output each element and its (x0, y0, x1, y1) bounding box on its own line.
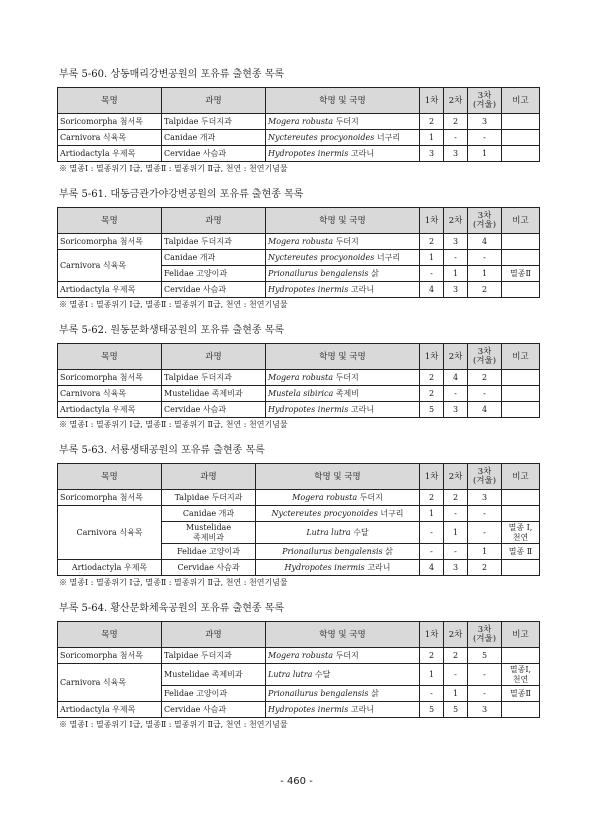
header-second: 2차 (444, 622, 468, 648)
section-5-64 (57, 602, 539, 730)
survey-3-cell: 1 (468, 146, 502, 162)
order-cell: Soricomorpha 첨서목 (58, 234, 162, 250)
species-cell: Mogera robusta 두더지 (266, 648, 420, 664)
species-cell: Lutra lutra 수달 (266, 664, 420, 686)
table-row (58, 490, 540, 506)
header-order: 목명 (58, 208, 162, 234)
header-third: 3차 (겨울) (468, 208, 502, 234)
header-second: 2차 (444, 88, 468, 114)
species-table (57, 621, 540, 718)
remarks-cell: 멸종Ⅱ (502, 266, 540, 282)
family-cell: Talpidae 두더지과 (162, 648, 266, 664)
species-cell: Nyctereutes procyonoides 너구리 (256, 506, 420, 522)
species-cell: Hydropotes inermis 고라니 (266, 402, 420, 418)
remarks-cell (502, 234, 540, 250)
family-cell: Cervidae 사슴과 (162, 402, 266, 418)
header-remarks: 비고 (502, 622, 540, 648)
survey-3-cell: - (468, 686, 502, 702)
header-family: 과명 (162, 208, 266, 234)
species-cell: Mogera robusta 두더지 (266, 370, 420, 386)
species-table (57, 343, 540, 418)
survey-2-cell: 3 (444, 560, 468, 576)
table-row (58, 560, 540, 576)
header-species: 학명 및 국명 (266, 344, 420, 370)
survey-3-cell: - (468, 250, 502, 266)
header-species: 학명 및 국명 (266, 88, 420, 114)
order-cell: Artiodactyla 우제목 (58, 282, 162, 298)
species-table (57, 463, 540, 576)
survey-2-cell: 3 (444, 234, 468, 250)
survey-1-cell: 1 (420, 506, 444, 522)
table-row (58, 702, 540, 718)
header-first: 1차 (420, 622, 444, 648)
table-row (58, 402, 540, 418)
legend-note: ※ 멸종Ⅰ : 멸종위기 Ⅰ급, 멸종Ⅱ : 멸종위기 Ⅱ급, 천연 : 천연기념물 (59, 300, 288, 309)
table-header-row (58, 464, 540, 490)
family-cell: Felidae 고양이과 (162, 686, 266, 702)
remarks-cell (502, 130, 540, 146)
family-cell: Cervidae 사슴과 (162, 702, 266, 718)
order-cell: Carnivora 식육목 (58, 250, 162, 282)
survey-1-cell: 1 (420, 130, 444, 146)
remarks-cell (502, 648, 540, 664)
survey-1-cell: 5 (420, 402, 444, 418)
species-table (57, 207, 540, 298)
survey-2-cell: - (444, 506, 468, 522)
table-row (58, 648, 540, 664)
remarks-cell (502, 402, 540, 418)
order-cell: Artiodactyla 우제목 (58, 702, 162, 718)
page-number: - 460 - (280, 776, 313, 787)
header-order: 목명 (58, 88, 162, 114)
species-cell: Hydropotes inermis 고라니 (266, 282, 420, 298)
header-third: 3차 (겨울) (468, 622, 502, 648)
survey-3-cell: - (468, 130, 502, 146)
survey-1-cell: - (420, 544, 444, 560)
survey-3-cell: 4 (468, 234, 502, 250)
header-first: 1차 (420, 344, 444, 370)
header-remarks: 비고 (502, 208, 540, 234)
header-second: 2차 (444, 344, 468, 370)
remarks-cell (502, 370, 540, 386)
header-family: 과명 (162, 464, 256, 490)
family-cell: Mustelidae 족제비과 (162, 522, 256, 544)
survey-2-cell: 3 (444, 146, 468, 162)
species-table (57, 87, 540, 162)
remarks-cell (502, 282, 540, 298)
order-cell: Artiodactyla 우제목 (58, 146, 162, 162)
remarks-cell (502, 702, 540, 718)
family-cell: Mustelidae 족제비과 (162, 386, 266, 402)
family-cell: Felidae 고양이과 (162, 544, 256, 560)
legend-note: ※ 멸종Ⅰ : 멸종위기 Ⅰ급, 멸종Ⅱ : 멸종위기 Ⅱ급, 천연 : 천연기념물 (59, 420, 288, 429)
section-5-60 (57, 68, 539, 174)
survey-2-cell: - (444, 130, 468, 146)
survey-2-cell: 5 (444, 702, 468, 718)
family-cell: Cervidae 사슴과 (162, 146, 266, 162)
order-cell: Carnivora 식육목 (58, 386, 162, 402)
remarks-cell (502, 490, 540, 506)
survey-3-cell: - (468, 522, 502, 544)
order-cell: Artiodactyla 우제목 (58, 402, 162, 418)
survey-3-cell: 3 (468, 490, 502, 506)
header-order: 목명 (58, 622, 162, 648)
species-cell: Nyctereutes procyonoides 너구리 (266, 250, 420, 266)
family-cell: Talpidae 두더지과 (162, 234, 266, 250)
survey-2-cell: - (444, 544, 468, 560)
header-first: 1차 (420, 88, 444, 114)
header-remarks: 비고 (502, 464, 540, 490)
survey-2-cell: - (444, 664, 468, 686)
survey-3-cell: 2 (468, 282, 502, 298)
order-cell: Artiodactyla 우제목 (58, 560, 162, 576)
family-cell: Cervidae 사슴과 (162, 560, 256, 576)
section-5-62 (57, 324, 539, 430)
table-row (58, 130, 540, 146)
survey-3-cell: 1 (468, 266, 502, 282)
survey-3-cell: - (468, 664, 502, 686)
species-cell: Prionailurus bengalensis 삵 (256, 544, 420, 560)
family-cell: Canidae 개과 (162, 250, 266, 266)
section-5-61 (57, 188, 539, 310)
remarks-cell (502, 146, 540, 162)
table-row (58, 234, 540, 250)
table-header-row (58, 622, 540, 648)
table-row (58, 370, 540, 386)
survey-2-cell: - (444, 250, 468, 266)
survey-1-cell: 1 (420, 664, 444, 686)
species-cell: Lutra lutra 수달 (256, 522, 420, 544)
header-third: 3차 (겨울) (468, 464, 502, 490)
species-cell: Mogera robusta 두더지 (266, 234, 420, 250)
table-row (58, 506, 540, 522)
survey-2-cell: 1 (444, 522, 468, 544)
document-page (57, 68, 539, 744)
survey-1-cell: 4 (420, 560, 444, 576)
table-row (58, 146, 540, 162)
remarks-cell (502, 506, 540, 522)
remarks-cell (502, 560, 540, 576)
survey-3-cell: - (468, 386, 502, 402)
family-cell: Mustelidae 족제비과 (162, 664, 266, 686)
survey-2-cell: - (444, 386, 468, 402)
header-family: 과명 (162, 622, 266, 648)
survey-1-cell: 3 (420, 146, 444, 162)
species-cell: Nyctereutes procyonoides 너구리 (266, 130, 420, 146)
survey-3-cell: 1 (468, 544, 502, 560)
species-cell: Hydropotes inermis 고라니 (266, 146, 420, 162)
family-cell: Talpidae 두더지과 (162, 370, 266, 386)
survey-3-cell: 5 (468, 648, 502, 664)
table-row (58, 664, 540, 686)
survey-1-cell: 2 (420, 648, 444, 664)
family-cell: Cervidae 사슴과 (162, 282, 266, 298)
family-cell: Felidae 고양이과 (162, 266, 266, 282)
header-remarks: 비고 (502, 88, 540, 114)
table-row (58, 282, 540, 298)
species-cell: Mustela sibirica 족제비 (266, 386, 420, 402)
header-first: 1차 (420, 208, 444, 234)
survey-1-cell: 2 (420, 234, 444, 250)
survey-1-cell: 2 (420, 490, 444, 506)
species-cell: Prionailurus bengalensis 삵 (266, 266, 420, 282)
table-row (58, 386, 540, 402)
species-cell: Hydropotes inermis 고라니 (256, 560, 420, 576)
order-cell: Soricomorpha 첨서목 (58, 370, 162, 386)
survey-3-cell: 2 (468, 560, 502, 576)
header-second: 2차 (444, 464, 468, 490)
header-order: 목명 (58, 464, 162, 490)
header-first: 1차 (420, 464, 444, 490)
header-third: 3차 (겨울) (468, 88, 502, 114)
species-cell: Mogera robusta 두더지 (266, 114, 420, 130)
table-header-row (58, 88, 540, 114)
survey-2-cell: 3 (444, 402, 468, 418)
order-cell: Carnivora 식육목 (58, 664, 162, 702)
species-cell: Mogera robusta 두더지 (256, 490, 420, 506)
survey-1-cell: 2 (420, 386, 444, 402)
family-cell: Talpidae 두더지과 (162, 490, 256, 506)
remarks-cell: 멸종Ⅱ (502, 686, 540, 702)
species-cell: Prionailurus bengalensis 삵 (266, 686, 420, 702)
table-row (58, 250, 540, 266)
survey-2-cell: 1 (444, 686, 468, 702)
survey-3-cell: 3 (468, 114, 502, 130)
section-title: 부록 5-62. 원동문화생태공원의 포유류 출현종 목록 (59, 325, 285, 336)
survey-1-cell: - (420, 686, 444, 702)
survey-2-cell: 1 (444, 266, 468, 282)
order-cell: Soricomorpha 첨서목 (58, 114, 162, 130)
species-cell: Hydropotes inermis 고라니 (266, 702, 420, 718)
survey-2-cell: 2 (444, 490, 468, 506)
header-order: 목명 (58, 344, 162, 370)
section-5-63 (57, 444, 539, 588)
legend-note: ※ 멸종Ⅰ : 멸종위기 Ⅰ급, 멸종Ⅱ : 멸종위기 Ⅱ급, 천연 : 천연기념물 (59, 578, 288, 587)
family-cell: Talpidae 두더지과 (162, 114, 266, 130)
survey-1-cell: 4 (420, 282, 444, 298)
header-species: 학명 및 국명 (256, 464, 420, 490)
header-third: 3차 (겨울) (468, 344, 502, 370)
remarks-cell: 멸종Ⅰ, 천연 (502, 664, 540, 686)
survey-2-cell: 4 (444, 370, 468, 386)
header-species: 학명 및 국명 (266, 622, 420, 648)
remarks-cell (502, 386, 540, 402)
section-title: 부록 5-63. 서룡생태공원의 포유류 출현종 목록 (59, 445, 265, 456)
family-cell: Canidae 개과 (162, 130, 266, 146)
order-cell: Soricomorpha 첨서목 (58, 648, 162, 664)
survey-1-cell: - (420, 266, 444, 282)
order-cell: Carnivora 식육목 (58, 130, 162, 146)
legend-note: ※ 멸종Ⅰ : 멸종위기 Ⅰ급, 멸종Ⅱ : 멸종위기 Ⅱ급, 천연 : 천연기념물 (59, 164, 288, 173)
survey-1-cell: 1 (420, 250, 444, 266)
survey-3-cell: - (468, 506, 502, 522)
survey-1-cell: 2 (420, 370, 444, 386)
header-family: 과명 (162, 344, 266, 370)
remarks-cell: 멸종 Ⅰ, 천연 (502, 522, 540, 544)
legend-note: ※ 멸종Ⅰ : 멸종위기 Ⅰ급, 멸종Ⅱ : 멸종위기 Ⅱ급, 천연 : 천연기념물 (59, 720, 288, 729)
section-title: 부록 5-61. 대동금관가야강변공원의 포유류 출현종 목록 (59, 189, 304, 200)
survey-2-cell: 3 (444, 282, 468, 298)
order-cell: Soricomorpha 첨서목 (58, 490, 162, 506)
survey-1-cell: 2 (420, 114, 444, 130)
survey-2-cell: 2 (444, 648, 468, 664)
table-header-row (58, 344, 540, 370)
order-cell: Carnivora 식육목 (58, 506, 162, 560)
header-family: 과명 (162, 88, 266, 114)
survey-3-cell: 4 (468, 402, 502, 418)
remarks-cell (502, 250, 540, 266)
table-header-row (58, 208, 540, 234)
remarks-cell (502, 114, 540, 130)
survey-1-cell: 5 (420, 702, 444, 718)
header-remarks: 비고 (502, 344, 540, 370)
header-species: 학명 및 국명 (266, 208, 420, 234)
section-title: 부록 5-60. 상동매리강변공원의 포유류 출현종 목록 (59, 69, 285, 80)
table-row (58, 114, 540, 130)
survey-3-cell: 2 (468, 370, 502, 386)
remarks-cell: 멸종 Ⅱ (502, 544, 540, 560)
survey-3-cell: 3 (468, 702, 502, 718)
survey-2-cell: 2 (444, 114, 468, 130)
section-title: 부록 5-64. 황산문화체육공원의 포유류 출현종 목록 (59, 603, 285, 614)
family-cell: Canidae 개과 (162, 506, 256, 522)
survey-1-cell: - (420, 522, 444, 544)
header-second: 2차 (444, 208, 468, 234)
